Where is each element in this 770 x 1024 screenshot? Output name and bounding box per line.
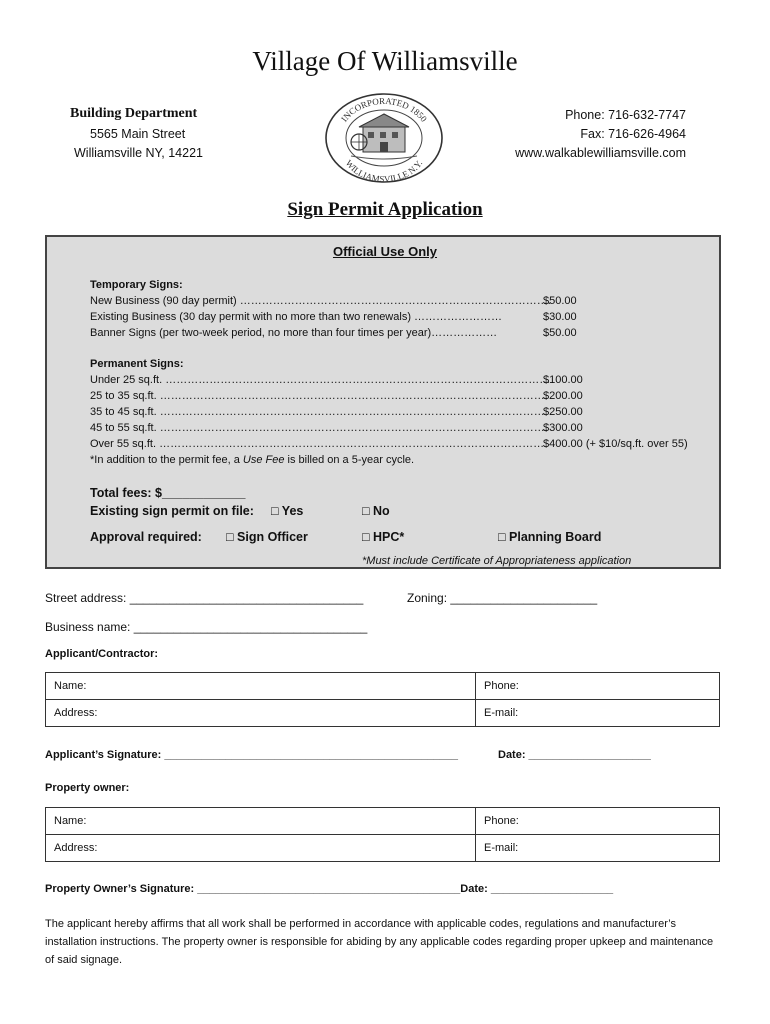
hpc-checkbox[interactable]: □ HPC* — [362, 530, 405, 544]
permanent-signs-heading: Permanent Signs: — [90, 358, 184, 370]
fee-row-label: Over 55 sq.ft. …………………………………………………………………………………………… — [90, 438, 545, 450]
owner-signature-date-field[interactable]: Property Owner’s Signature: ___________________________________________Date: ____________________ — [45, 883, 614, 895]
fee-row-label: Banner Signs (per two-week period, no more than four times per year)……………… — [90, 327, 498, 339]
fee-row-label: 45 to 55 sq.ft. ……………………………………………………………………………………………. — [90, 422, 548, 434]
affirmation-text: The applicant hereby affirms that all work shall be performed in accordance with applicable codes, regulations and manufacturer’s installation instructions. The property owner is responsible for abiding by any applicable codes regarding proper upkeep and maintenance of said signage. — [45, 918, 714, 966]
existing-permit-yes-checkbox[interactable]: □ Yes — [271, 504, 304, 518]
official-use-heading: Official Use Only — [332, 244, 438, 259]
business-name-field[interactable]: Business name: ___________________________________ — [45, 620, 368, 634]
fee-row-price: $50.00 — [543, 295, 577, 307]
fee-row-price: $30.00 — [543, 311, 577, 323]
approval-required-label: Approval required: — [90, 530, 202, 544]
department-address-line1: 5565 Main Street — [90, 127, 186, 141]
owner-address-field[interactable]: Address: — [46, 835, 476, 862]
property-owner-heading: Property owner: — [45, 782, 130, 794]
fee-row-price: $300.00 — [543, 422, 583, 434]
department-address-line2: Williamsville NY, 14221 — [74, 146, 203, 160]
page-title: Village Of Williamsville — [252, 46, 518, 76]
fee-row-price: $50.00 — [543, 327, 577, 339]
temporary-signs-heading: Temporary Signs: — [90, 279, 183, 291]
approval-note: *Must include Certificate of Appropriateness application — [362, 555, 632, 567]
fee-row-price: $250.00 — [543, 406, 583, 418]
fee-row-price: $100.00 — [543, 374, 583, 386]
svg-text:WILLIAMSVILLE N.Y. — [344, 158, 425, 184]
owner-name-field[interactable]: Name: — [46, 808, 476, 835]
owner-phone-field[interactable]: Phone: — [476, 808, 720, 835]
applicant-heading: Applicant/Contractor: — [45, 648, 159, 660]
applicant-name-field[interactable]: Name: — [46, 673, 476, 700]
existing-permit-no-checkbox[interactable]: □ No — [362, 504, 390, 518]
owner-email-field[interactable]: E-mail: — [476, 835, 720, 862]
seal-top-text: INCORPORATED 1850 — [338, 95, 429, 124]
fee-row-label: 25 to 35 sq.ft. ……………………………………………………………………………………………. — [90, 390, 548, 402]
department-name: Building Department — [70, 106, 198, 121]
fee-row-price: $400.00 (+ $10/sq.ft. over 55) — [543, 438, 688, 450]
seal-bottom-text: WILLIAMSVILLE N.Y. — [343, 158, 425, 184]
applicant-email-field[interactable]: E-mail: — [476, 700, 720, 727]
contact-phone: Phone: 716-632-7747 — [565, 108, 686, 122]
contact-fax: Fax: 716-626-4964 — [580, 127, 686, 141]
contact-website: www.walkablewilliamsville.com — [515, 146, 686, 160]
street-address-field[interactable]: Street address: ___________________________________ — [45, 591, 364, 605]
form-title: Sign Permit Application — [287, 199, 483, 220]
applicant-address-field[interactable]: Address: — [46, 700, 476, 727]
applicant-signature-field[interactable]: Applicant’s Signature: ________________________________________________ — [45, 749, 459, 761]
applicant-date-field[interactable]: Date: ____________________ — [498, 749, 651, 761]
applicant-table — [45, 672, 720, 727]
sign-officer-checkbox[interactable]: □ Sign Officer — [226, 530, 308, 544]
fee-row-label: 35 to 45 sq.ft. …………………………………………………………………………………………… — [90, 406, 545, 418]
fee-row-label: Existing Business (30 day permit with no more than two renewals) …………………… — [90, 311, 503, 323]
zoning-field[interactable]: Zoning: ______________________ — [407, 591, 598, 605]
existing-permit-label: Existing sign permit on file: — [90, 504, 254, 518]
applicant-phone-field[interactable]: Phone: — [476, 673, 720, 700]
use-fee-note: *In addition to the permit fee, a Use Fee is billed on a 5-year cycle. — [90, 454, 415, 466]
total-fees-field[interactable]: Total fees: $____________ — [90, 486, 246, 500]
fee-row-label: Under 25 sq.ft. …………………………………………………………………………………………… — [90, 374, 551, 386]
owner-table — [45, 807, 720, 862]
fee-row-price: $200.00 — [543, 390, 583, 402]
village-seal-logo — [323, 92, 445, 184]
planning-board-checkbox[interactable]: □ Planning Board — [498, 530, 602, 544]
fee-row-label: New Business (90 day permit) …………………………………………………………………………. — [90, 295, 551, 307]
